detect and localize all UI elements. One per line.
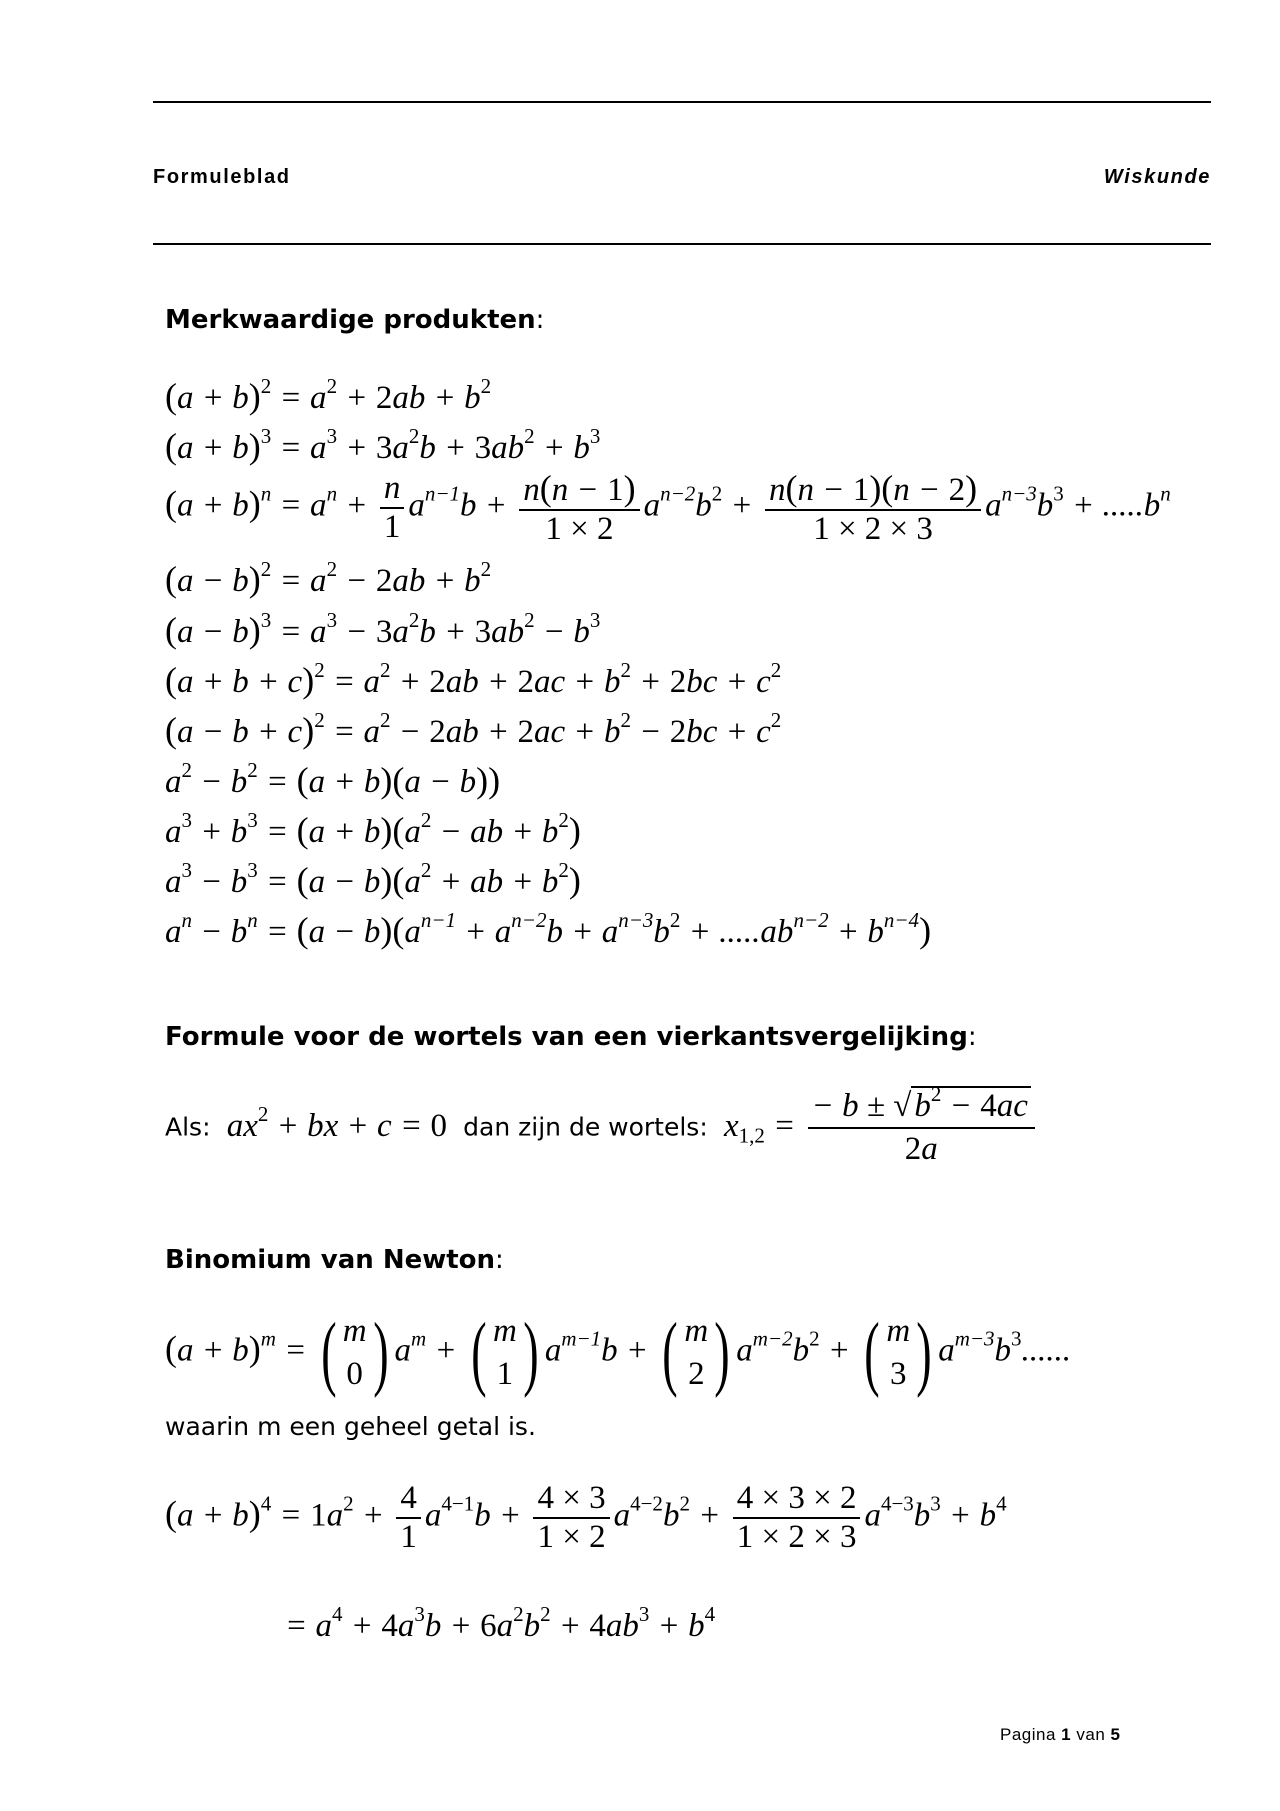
quadratic-equation: $ax^2$ + bx + c = 0 <box>218 1101 447 1144</box>
formula-3: $(a + b)^n = a^n$ + $\frac{n}{1}$ $a^{n-1}b$ + $\frac{n(n - 1)}{1 \times 2}$ $a^{n-2}b^2$ + $\frac{n(n - 1)(n - 2)}{1 \times 2 \times 3}$ $a^{n-3}b^3 + .....b^n$ <box>165 468 1171 547</box>
formula-5: $(a - b)^3 = a^3 - 3a^2b + 3ab^2 - b^3$ <box>165 607 601 650</box>
header-rule-bottom <box>153 243 1211 245</box>
section-heading-merkwaardige: Merkwaardige produkten: <box>165 305 545 335</box>
binomial-example-result: = $a^4 + 4a^3b + 6a^2b^2 + 4ab^3 + b^4$ <box>285 1601 716 1644</box>
page-number: Pagina 1 van 5 <box>1000 1725 1121 1744</box>
formula-6: $(a + b + c)^2 = a^2 + 2ab + 2ac + b^2 + 2bc + c^2$ <box>165 657 782 700</box>
formula-4: $(a - b)^2 = a^2 - 2ab + b^2$ <box>165 556 492 599</box>
formula-9: $a^3 + b^3 = (a + b)(a^2$ − ab + $b^2$) <box>165 807 581 850</box>
binomial-note: waarin m een geheel getal is. <box>165 1412 536 1441</box>
header-subject: Wiskunde <box>1103 166 1211 188</box>
formula-10: $a^3 - b^3 = (a - b)(a^2$ + ab + $b^2$) <box>165 857 581 900</box>
section-heading-binomium: Binomium van Newton: <box>165 1245 504 1275</box>
header-rule-top <box>153 101 1211 103</box>
formula-7: $(a - b + c)^2 = a^2 - 2ab + 2ac + b^2 - 2bc + c^2$ <box>165 707 782 750</box>
section-heading-wortels: Formule voor de wortels van een vierkantsvergelijking: <box>165 1022 977 1052</box>
als-label: Als: <box>165 1112 211 1142</box>
formula-8: $a^2 - b^2 = (a + b)(a - b)$) <box>165 757 501 800</box>
binomial-example: $(a + b)^4 = 1a^2$ + $\frac{4}{1}$ $a^{4-1}b$ + $\frac{4 \times 3}{1 \times 2}$ $a^{4-2}b^2$ + $\frac{4 \times 3 \times 2}{1 \times 2 \times 3}$ $a^{4-3}b^3 + b^4$ <box>165 1480 1007 1555</box>
binomial-formula: $(a + b)^m$ = ( m 0 ) $a^m$ + ( m 1 ) $a^{m-1}b$ + ( m 2 ) $a^{m-2}b^2$ + ( m 3 ) $a^{m-3}b^3$...... <box>165 1305 1072 1399</box>
formula-2: $(a + b)^3 = a^3 + 3a^2b + 3ab^2 + b^3$ <box>165 423 601 466</box>
formula-11: $a^n - b^n = (a - b)(a^{n-1} + a^{n-2}b + a^{n-3}b^2 + .....ab^{n-2} + b^{n-4})$ <box>165 907 932 950</box>
quadratic-formula-line <box>165 1081 1039 1168</box>
header-title: Formuleblad <box>153 166 291 188</box>
dan-label: dan zijn de wortels: <box>463 1112 708 1142</box>
roots-formula: $x_{1,2}$ = $\frac{- b \pm √b^2 - 4ac}{2a}$ <box>716 1108 1039 1144</box>
formula-1: $(a + b)^2 = a^2 + 2ab + b^2$ <box>165 373 492 416</box>
